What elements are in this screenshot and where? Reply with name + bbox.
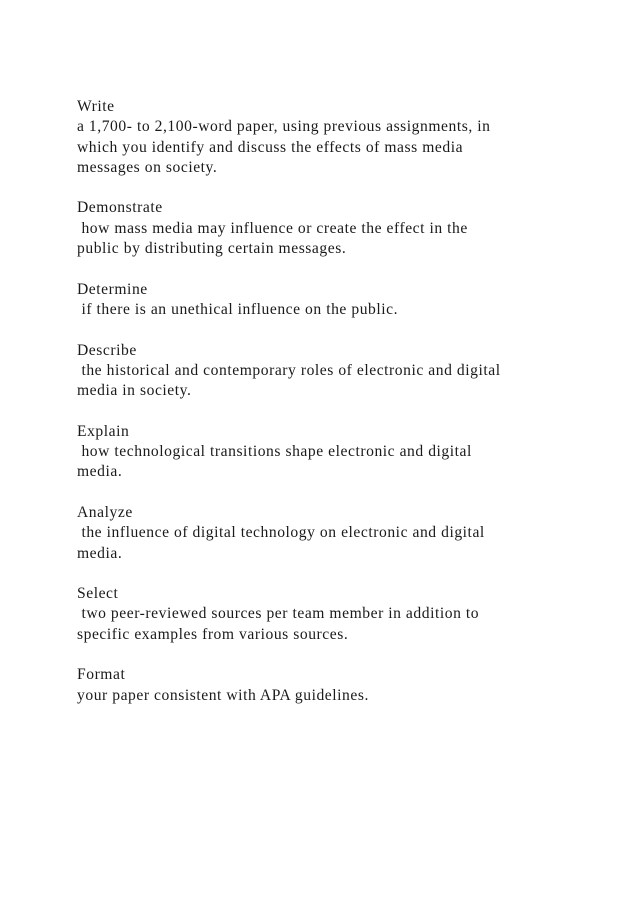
section-text-line: media. <box>77 463 123 481</box>
section-text-line: a 1,700- to 2,100-word paper, using previous assignments, in <box>77 118 491 136</box>
section-heading: Describe <box>77 341 137 359</box>
section-analyze <box>77 503 597 564</box>
section-demonstrate <box>77 198 597 259</box>
section-text-line: media in society. <box>77 382 192 400</box>
section-heading: Demonstrate <box>77 199 163 217</box>
section-heading: Write <box>77 98 115 115</box>
section-text-line: which you identify and discuss the effects of mass media <box>77 138 464 156</box>
section-format <box>77 665 597 706</box>
assignment-instructions <box>77 97 597 726</box>
section-text-line: the historical and contemporary roles of electronic and digital <box>77 361 501 379</box>
section-text-line: your paper consistent with APA guidelines. <box>77 686 369 704</box>
section-select <box>77 584 597 645</box>
section-heading: Analyze <box>77 503 133 521</box>
section-text-line: the influence of digital technology on electronic and digital <box>77 524 485 542</box>
section-write <box>77 97 597 178</box>
section-text-line: if there is an unethical influence on the public. <box>77 300 399 318</box>
section-text-line: specific examples from various sources. <box>77 625 349 643</box>
section-explain <box>77 422 597 483</box>
section-heading: Format <box>77 666 126 684</box>
section-text-line: how technological transitions shape electronic and digital <box>77 443 472 461</box>
section-describe <box>77 341 597 402</box>
section-heading: Determine <box>77 280 148 298</box>
section-text-line: messages on society. <box>77 158 218 176</box>
section-text-line: public by distributing certain messages. <box>77 240 347 258</box>
section-heading: Select <box>77 585 119 603</box>
section-text-line: two peer-reviewed sources per team member in addition to <box>77 605 480 623</box>
section-text-line: media. <box>77 544 123 562</box>
section-text-line: how mass media may influence or create the effect in the <box>77 219 468 237</box>
section-determine <box>77 280 597 321</box>
section-heading: Explain <box>77 422 130 440</box>
